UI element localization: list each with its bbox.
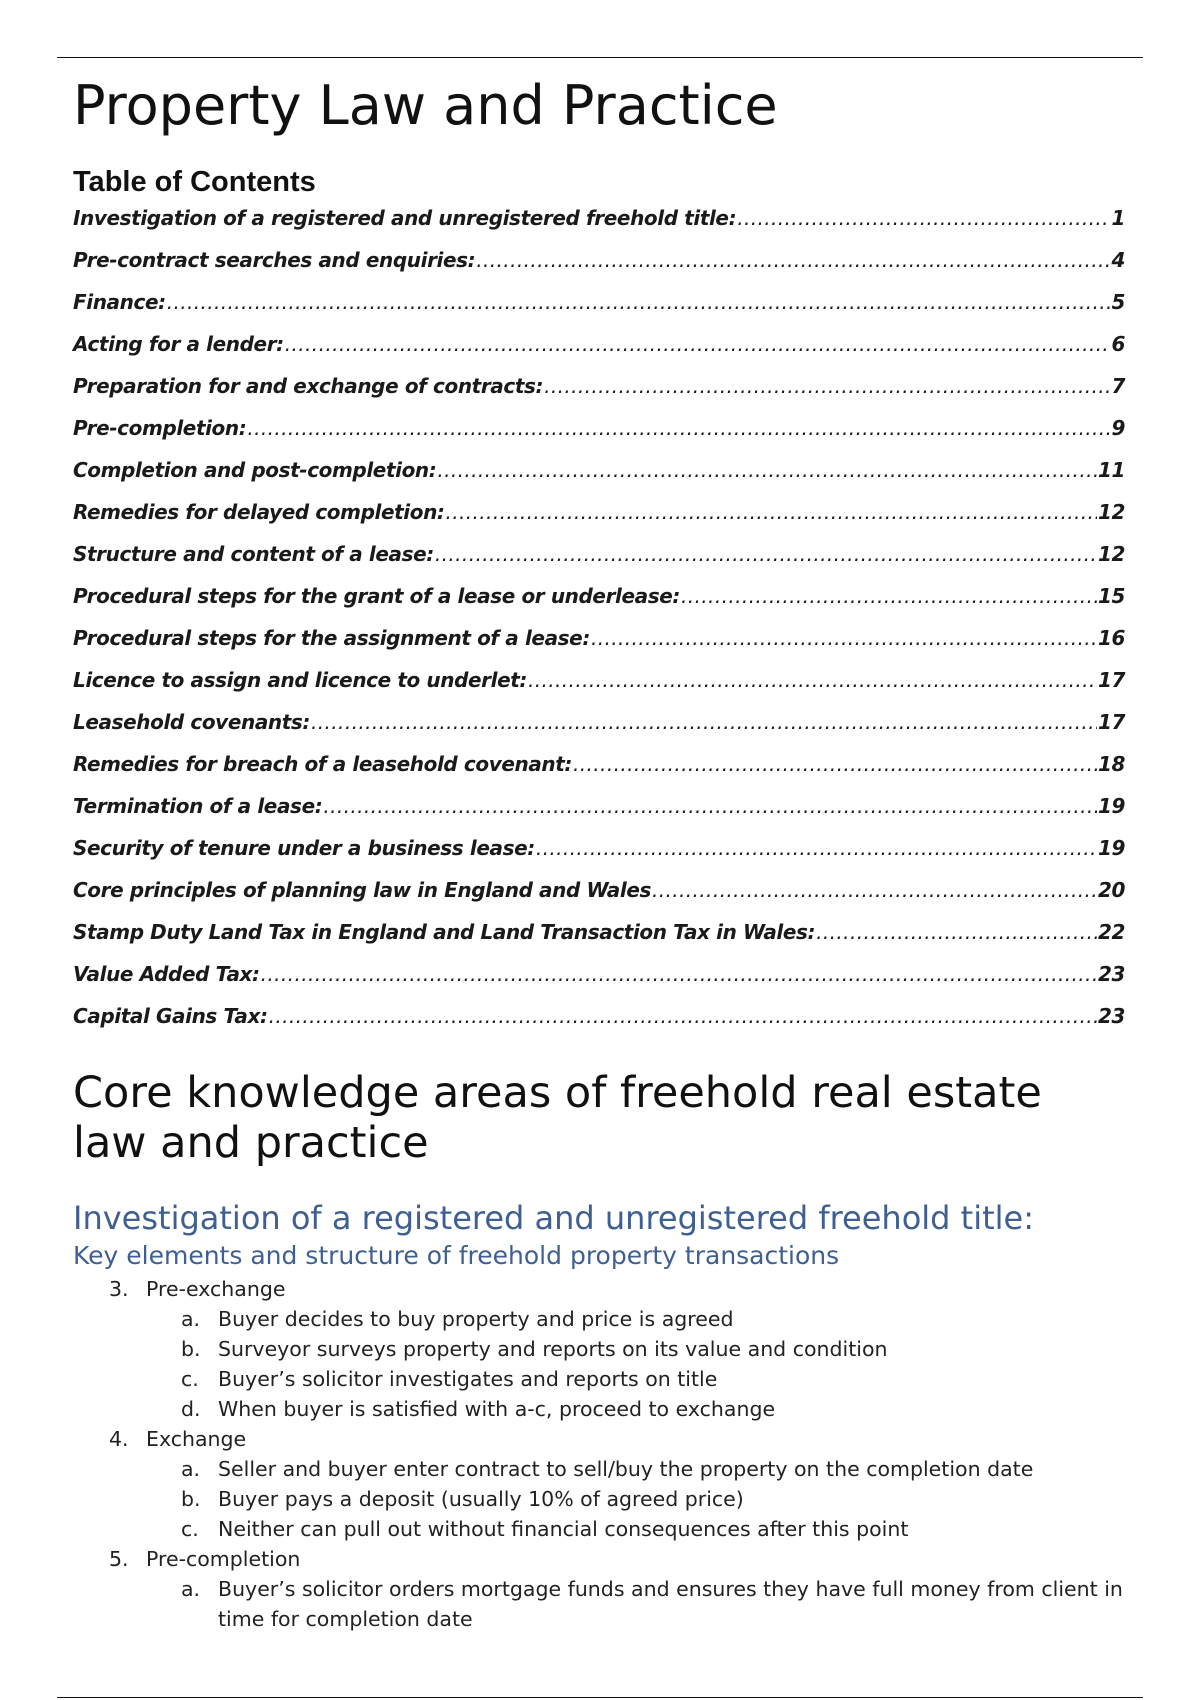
- toc-entry[interactable]: [73, 920, 1125, 962]
- toc-entry[interactable]: [73, 752, 1125, 794]
- toc-entry[interactable]: [73, 206, 1125, 248]
- list-item-text: Pre-completion: [146, 1547, 301, 1571]
- toc-entry[interactable]: [73, 962, 1125, 1004]
- toc-entry[interactable]: [73, 374, 1125, 416]
- sub-list-item-text: Buyer decides to buy property and price is agreed: [218, 1307, 734, 1331]
- sub-list-item-letter: c.: [181, 1367, 199, 1391]
- toc-entry[interactable]: [73, 836, 1125, 878]
- toc-entry-page: 12: [1097, 500, 1125, 524]
- toc-dot-leader: [311, 710, 1097, 734]
- toc-entry-label: Termination of a lease:: [73, 794, 323, 818]
- list-item: [73, 1274, 1125, 1424]
- list-item-number: 4.: [109, 1427, 129, 1451]
- sub-list-item: [181, 1364, 1125, 1394]
- toc-entry[interactable]: [73, 710, 1125, 752]
- toc-dot-leader: [247, 416, 1110, 440]
- subheading-key-elements: Key elements and structure of freehold property transactions: [73, 1241, 840, 1270]
- toc-entry-label: Stamp Duty Land Tax in England and Land Transaction Tax in Wales:: [73, 920, 816, 944]
- sub-list-item-text: When buyer is satisfied with a-c, proceed to exchange: [218, 1397, 776, 1421]
- sub-list-item-text: Neither can pull out without financial consequences after this point: [218, 1517, 909, 1541]
- toc-entry[interactable]: [73, 248, 1125, 290]
- list-item-number: 5.: [109, 1547, 129, 1571]
- toc-entry[interactable]: [73, 584, 1125, 626]
- toc-heading: Table of Contents: [73, 166, 316, 198]
- toc-entry-page: 11: [1097, 458, 1125, 482]
- sub-list: [73, 1574, 1125, 1634]
- toc-dot-leader: [528, 668, 1097, 692]
- sub-list-item-letter: a.: [181, 1577, 201, 1601]
- toc-dot-leader: [435, 542, 1097, 566]
- toc-entry-page: 4: [1111, 248, 1125, 272]
- toc-entry[interactable]: [73, 290, 1125, 332]
- toc-entry-page: 17: [1097, 668, 1125, 692]
- toc-entry-page: 9: [1111, 416, 1125, 440]
- toc-dot-leader: [323, 794, 1097, 818]
- toc-dot-leader: [681, 584, 1097, 608]
- toc-entry-label: Investigation of a registered and unregistered freehold title:: [73, 206, 737, 230]
- toc-entry[interactable]: [73, 668, 1125, 710]
- top-rule: [57, 57, 1143, 58]
- toc-dot-leader: [652, 878, 1097, 902]
- toc-dot-leader: [573, 752, 1097, 776]
- toc-entry-page: 7: [1111, 374, 1125, 398]
- toc-entry[interactable]: [73, 878, 1125, 920]
- sub-list-item-letter: a.: [181, 1457, 201, 1481]
- toc-entry-label: Pre-completion:: [73, 416, 247, 440]
- list-item-text: Pre-exchange: [146, 1277, 286, 1301]
- toc-dot-leader: [167, 290, 1111, 314]
- toc-dot-leader: [446, 500, 1097, 524]
- toc-entry-label: Remedies for breach of a leasehold covenant:: [73, 752, 573, 776]
- bottom-rule: [57, 1697, 1143, 1698]
- toc-dot-leader: [285, 332, 1111, 356]
- toc-dot-leader: [544, 374, 1110, 398]
- toc-entry-page: 18: [1097, 752, 1125, 776]
- toc-dot-leader: [476, 248, 1110, 272]
- toc-entry-page: 22: [1097, 920, 1125, 944]
- sub-list-item-letter: a.: [181, 1307, 201, 1331]
- sub-list-item-letter: b.: [181, 1487, 201, 1511]
- toc-entry-label: Acting for a lender:: [73, 332, 284, 356]
- toc-entry[interactable]: [73, 500, 1125, 542]
- toc-entry-label: Capital Gains Tax:: [73, 1004, 268, 1028]
- toc-entry-label: Security of tenure under a business lease:: [73, 836, 535, 860]
- toc-entry[interactable]: [73, 416, 1125, 458]
- sub-list: [73, 1304, 1125, 1424]
- sub-list-item: [181, 1514, 1125, 1544]
- section-title: Core knowledge areas of freehold real estate law and practice: [73, 1068, 1042, 1168]
- table-of-contents: [73, 206, 1125, 1046]
- toc-entry-page: 15: [1097, 584, 1125, 608]
- list-item-number: 3.: [109, 1277, 129, 1301]
- sub-list-item-text: Buyer’s solicitor investigates and reports on title: [218, 1367, 718, 1391]
- sub-list-item: [181, 1304, 1125, 1334]
- toc-entry-label: Procedural steps for the grant of a lease or underlease:: [73, 584, 681, 608]
- toc-entry-label: Leasehold covenants:: [73, 710, 311, 734]
- toc-entry-page: 23: [1097, 962, 1125, 986]
- toc-entry-label: Completion and post-completion:: [73, 458, 437, 482]
- toc-entry-page: 19: [1097, 794, 1125, 818]
- toc-entry[interactable]: [73, 626, 1125, 668]
- sub-list-item: [181, 1484, 1125, 1514]
- toc-entry-page: 1: [1111, 206, 1125, 230]
- list-item: [73, 1544, 1125, 1634]
- sub-list-item-letter: c.: [181, 1517, 199, 1541]
- toc-entry-page: 19: [1097, 836, 1125, 860]
- toc-entry-page: 16: [1097, 626, 1125, 650]
- toc-entry-label: Pre-contract searches and enquiries:: [73, 248, 476, 272]
- toc-dot-leader: [261, 962, 1097, 986]
- sub-list-item-text: Buyer’s solicitor orders mortgage funds and ensures they have full money from client in time for completion date: [218, 1577, 1123, 1631]
- toc-entry-page: 17: [1097, 710, 1125, 734]
- toc-dot-leader: [591, 626, 1097, 650]
- toc-dot-leader: [269, 1004, 1097, 1028]
- toc-dot-leader: [816, 920, 1097, 944]
- transaction-steps-list: [73, 1274, 1125, 1634]
- sub-list-item: [181, 1454, 1125, 1484]
- sub-list-item-letter: b.: [181, 1337, 201, 1361]
- toc-entry-page: 12: [1097, 542, 1125, 566]
- document-page: [73, 70, 1125, 1634]
- toc-entry-page: 23: [1097, 1004, 1125, 1028]
- toc-dot-leader: [437, 458, 1097, 482]
- toc-entry-label: Structure and content of a lease:: [73, 542, 434, 566]
- toc-dot-leader: [536, 836, 1097, 860]
- heading-investigation: Investigation of a registered and unregistered freehold title:: [73, 1199, 1034, 1237]
- toc-entry-label: Preparation for and exchange of contracts:: [73, 374, 544, 398]
- toc-entry-page: 5: [1111, 290, 1125, 314]
- toc-dot-leader: [737, 206, 1110, 230]
- sub-list-item-letter: d.: [181, 1397, 201, 1421]
- sub-list-item: [181, 1334, 1125, 1364]
- document-title: Property Law and Practice: [73, 74, 778, 137]
- sub-list-item-text: Surveyor surveys property and reports on its value and condition: [218, 1337, 888, 1361]
- toc-entry[interactable]: [73, 332, 1125, 374]
- toc-entry-label: Procedural steps for the assignment of a lease:: [73, 626, 590, 650]
- toc-entry[interactable]: [73, 794, 1125, 836]
- toc-entry-label: Core principles of planning law in England and Wales: [73, 878, 651, 902]
- toc-entry-label: Remedies for delayed completion:: [73, 500, 445, 524]
- list-item: [73, 1424, 1125, 1544]
- toc-entry-label: Licence to assign and licence to underlet:: [73, 668, 528, 692]
- sub-list-item: [181, 1574, 1125, 1634]
- toc-entry[interactable]: [73, 458, 1125, 500]
- sub-list-item-text: Buyer pays a deposit (usually 10% of agreed price): [218, 1487, 744, 1511]
- toc-entry-label: Value Added Tax:: [73, 962, 260, 986]
- list-item-text: Exchange: [146, 1427, 247, 1451]
- sub-list-item: [181, 1394, 1125, 1424]
- toc-entry-page: 20: [1097, 878, 1125, 902]
- sub-list-item-text: Seller and buyer enter contract to sell/buy the property on the completion date: [218, 1457, 1034, 1481]
- toc-entry-page: 6: [1111, 332, 1125, 356]
- toc-entry[interactable]: [73, 542, 1125, 584]
- toc-entry-label: Finance:: [73, 290, 166, 314]
- sub-list: [73, 1454, 1125, 1544]
- toc-entry[interactable]: [73, 1004, 1125, 1046]
